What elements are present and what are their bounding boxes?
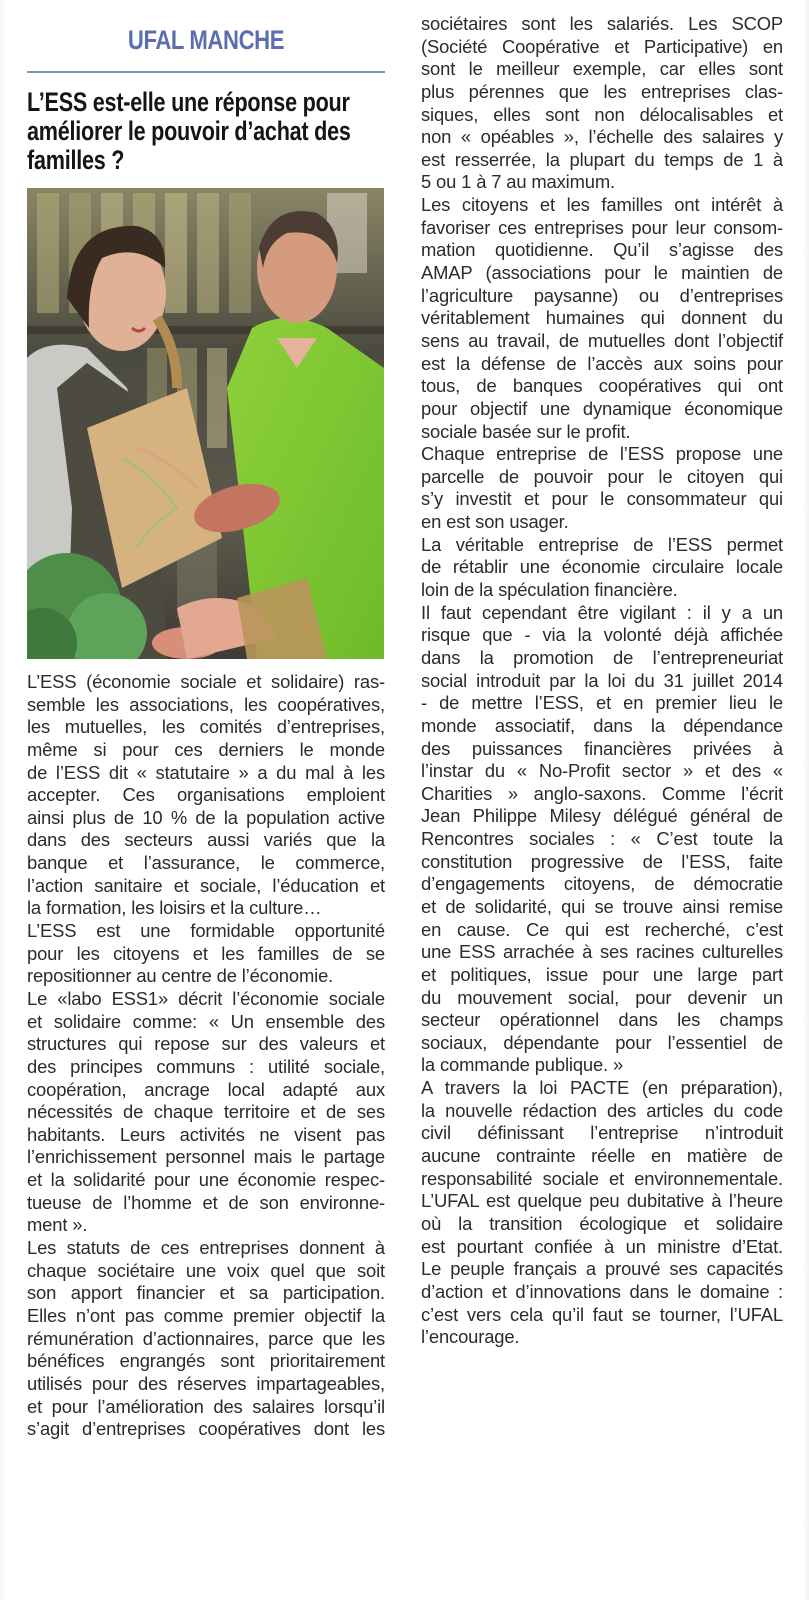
text-line: des puissances financières privées à <box>421 737 783 759</box>
text-line: favoriser ces entreprises pour leur consom- <box>421 216 783 238</box>
text-line: l’instar du « No-Profit sector » et des « <box>421 760 783 782</box>
text-line: du mouvement social, pour devenir un <box>421 986 783 1008</box>
text-line: et solidaire comme: « Un ensemble des <box>27 1010 385 1032</box>
text-line: Le «labo ESS1» décrit l’économie sociale <box>27 987 385 1009</box>
text-line: responsabilité sociale et environnementale. <box>421 1167 783 1189</box>
text-line: repositionner au centre de l’économie. <box>27 965 334 987</box>
headline-line: familles ? <box>27 145 125 175</box>
text-line: ainsi plus de 10 % de la population active <box>27 806 385 828</box>
text-line: Il faut cependant être vigilant : il y a un <box>421 601 783 623</box>
text-line: AMAP (associations pour le maintien de <box>421 262 783 284</box>
text-line: civil définissant l’entreprise n’introduit <box>421 1122 783 1144</box>
text-line: sens au travail, de mutuelles dont l’objectif <box>421 329 783 351</box>
text-line: tueuse de l’homme et de son environne- <box>27 1191 385 1213</box>
text-line: Chaque entreprise de l’ESS propose une <box>421 443 783 465</box>
text-line: semble les associations, les coopératives, <box>27 693 385 715</box>
text-line: Jean Philippe Milesy délégué général de <box>421 805 783 827</box>
text-line: sociale basée sur le profit. <box>421 420 631 442</box>
text-line: bénéfices engrangés sont prioritairement <box>27 1350 385 1372</box>
text-line: accepter. Ces organisations emploient <box>27 784 385 806</box>
text-line: plus pérennes que les entreprises clas- <box>421 80 783 102</box>
text-line: pour les citoyens et les familles de se <box>27 942 385 964</box>
text-line: L’UFAL est quelque peu dubitative à l’heure <box>421 1190 783 1212</box>
text-line: de l’ESS dit « statutaire » a du mal à les <box>27 761 385 783</box>
text-line: son apport financier et sa participation. <box>27 1282 385 1304</box>
text-line: Les citoyens et les familles ont intérêt à <box>421 194 783 216</box>
text-line: parcelle de pouvoir pour le citoyen qui <box>421 465 783 487</box>
text-line: la formation, les loisirs et la culture… <box>27 897 322 919</box>
text-line: en est son usager. <box>421 511 569 533</box>
text-line: d’action et d’innovations dans le domaine : <box>421 1280 783 1302</box>
text-line: est pourtant confiée à un ministre d’Etat. <box>421 1235 783 1257</box>
text-line: rémunération d’actionnaires, parce que les <box>27 1327 385 1349</box>
text-line: les mutuelles, les comités d’entreprises, <box>27 716 385 738</box>
section-title: UFAL MANCHE <box>127 25 285 55</box>
text-line: nécessités de chaque territoire et de ses <box>27 1101 385 1123</box>
text-line: constitution progressive de l’ESS, faite <box>421 850 783 872</box>
text-line: aucune contrainte réelle en matière de <box>421 1145 783 1167</box>
text-line: L’ESS est une formidable opportunité <box>27 920 385 942</box>
text-line: siques, elles sont non délocalisables et <box>421 103 783 125</box>
text-line: l’enrichissement personnel mais le partage <box>27 1146 385 1168</box>
text-line: est resserrée, la plupart du temps de 1 à <box>421 148 783 170</box>
text-line: l’agriculture paysanne) ou d’entreprises <box>421 284 783 306</box>
text-line: l’encourage. <box>421 1326 520 1348</box>
text-line: et pour l’amélioration des salaires lorsqu’il <box>27 1395 385 1417</box>
article-photo <box>27 188 384 659</box>
text-line: sociaux, dépendante pour l’essentiel de <box>421 1031 783 1053</box>
text-line: s’y investit et pour le consommateur qui <box>421 488 783 510</box>
text-line: dans la promotion de l’entrepreneuriat <box>421 646 783 668</box>
text-line: tous, de banques coopératives qui ont <box>421 375 783 397</box>
text-line: loin de la spéculation financière. <box>421 579 678 601</box>
text-line: Le peuple français a prouvé ses capacités <box>421 1258 783 1280</box>
text-line: l’action sanitaire et sociale, l’éducation et <box>27 874 385 896</box>
article-headline <box>27 88 379 175</box>
text-line: (Société Coopérative et Participative) en <box>421 35 783 57</box>
text-line: chaque sociétaire une voix quel que soit <box>27 1259 385 1281</box>
text-line: dans des secteurs aussi variés que la <box>27 829 385 851</box>
right-column-body <box>421 13 783 1349</box>
text-line: en cause. Ce qui est recherché, c’est <box>421 918 783 940</box>
text-line: L’ESS (économie sociale et solidaire) ras- <box>27 671 385 692</box>
text-line: La véritable entreprise de l’ESS permet <box>421 533 783 555</box>
text-line: une ESS arrachée à ses racines culturelles <box>421 941 783 963</box>
text-line: risque que - via la volonté déjà affichée <box>421 624 783 646</box>
text-line: A travers la loi PACTE (en préparation), <box>421 1077 783 1099</box>
text-line: monde associatif, dans la dépendance <box>421 714 783 736</box>
text-line: s’agit d’entreprises coopératives dont les <box>27 1418 385 1440</box>
text-line: Rencontres sociales : « C’est toute la <box>421 828 783 850</box>
text-line: et de solidarité, qui se trouve ainsi remise <box>421 895 783 917</box>
text-line: pour objectif une dynamique économique <box>421 397 783 419</box>
text-line: mation quotidienne. Qu’il s’agisse des <box>421 239 783 261</box>
text-line: ment ». <box>27 1214 88 1236</box>
text-line: Charities » anglo-saxons. Comme l’écrit <box>421 782 783 804</box>
title-rule <box>27 71 385 73</box>
text-line: habitants. Leurs activités ne visent pas <box>27 1123 385 1145</box>
headline-line: L’ESS est-elle une réponse pour <box>27 87 350 117</box>
text-line: la nouvelle rédaction des articles du code <box>421 1099 783 1121</box>
headline-line: améliorer le pouvoir d’achat des <box>27 116 351 146</box>
text-line: c’est vers cela qu’il faut se tourner, l’UFAL <box>421 1303 783 1325</box>
text-line: sociétaires sont les salariés. Les SCOP <box>421 13 783 34</box>
text-line: social introduit par la loi du 31 juillet 2014 <box>421 669 783 691</box>
text-line: coopération, ancrage local adapté aux <box>27 1078 385 1100</box>
text-line: est la défense de l’accès aux soins pour <box>421 352 783 374</box>
text-line: véritablement humaines qui donnent du <box>421 307 783 329</box>
text-line: de rétablir une économie circulaire locale <box>421 556 783 578</box>
text-line: même si pour ces derniers le monde <box>27 738 385 760</box>
text-line: non « opéables », l’échelle des salaires y <box>421 126 783 148</box>
text-line: secteur opérationnel dans les champs <box>421 1009 783 1031</box>
text-line: Elles n’ont pas comme premier objectif la <box>27 1304 385 1326</box>
text-line: d’engagements citoyens, de démocratie <box>421 873 783 895</box>
text-line: et la solidarité pour une économie respec- <box>27 1169 385 1191</box>
text-line: structures qui repose sur des valeurs et <box>27 1033 385 1055</box>
photo-shoppers-vegetables-icon <box>27 188 384 659</box>
text-line: - de mettre l’ESS, et en premier lieu le <box>421 692 783 714</box>
left-column-body <box>27 671 385 1441</box>
text-line: utilisés pour des réserves impartageables, <box>27 1372 385 1394</box>
text-line: où la transition écologique et solidaire <box>421 1212 783 1234</box>
text-line: sont le meilleur exemple, car elles sont <box>421 58 783 80</box>
text-line: Les statuts de ces entreprises donnent à <box>27 1237 385 1259</box>
text-line: la commande publique. » <box>421 1054 624 1076</box>
text-line: 5 ou 1 à 7 au maximum. <box>421 171 615 193</box>
text-line: des principes communs : utilité sociale, <box>27 1055 385 1077</box>
text-line: et politiques, issue pour une large part <box>421 963 783 985</box>
text-line: banque et l’assurance, le commerce, <box>27 852 385 874</box>
